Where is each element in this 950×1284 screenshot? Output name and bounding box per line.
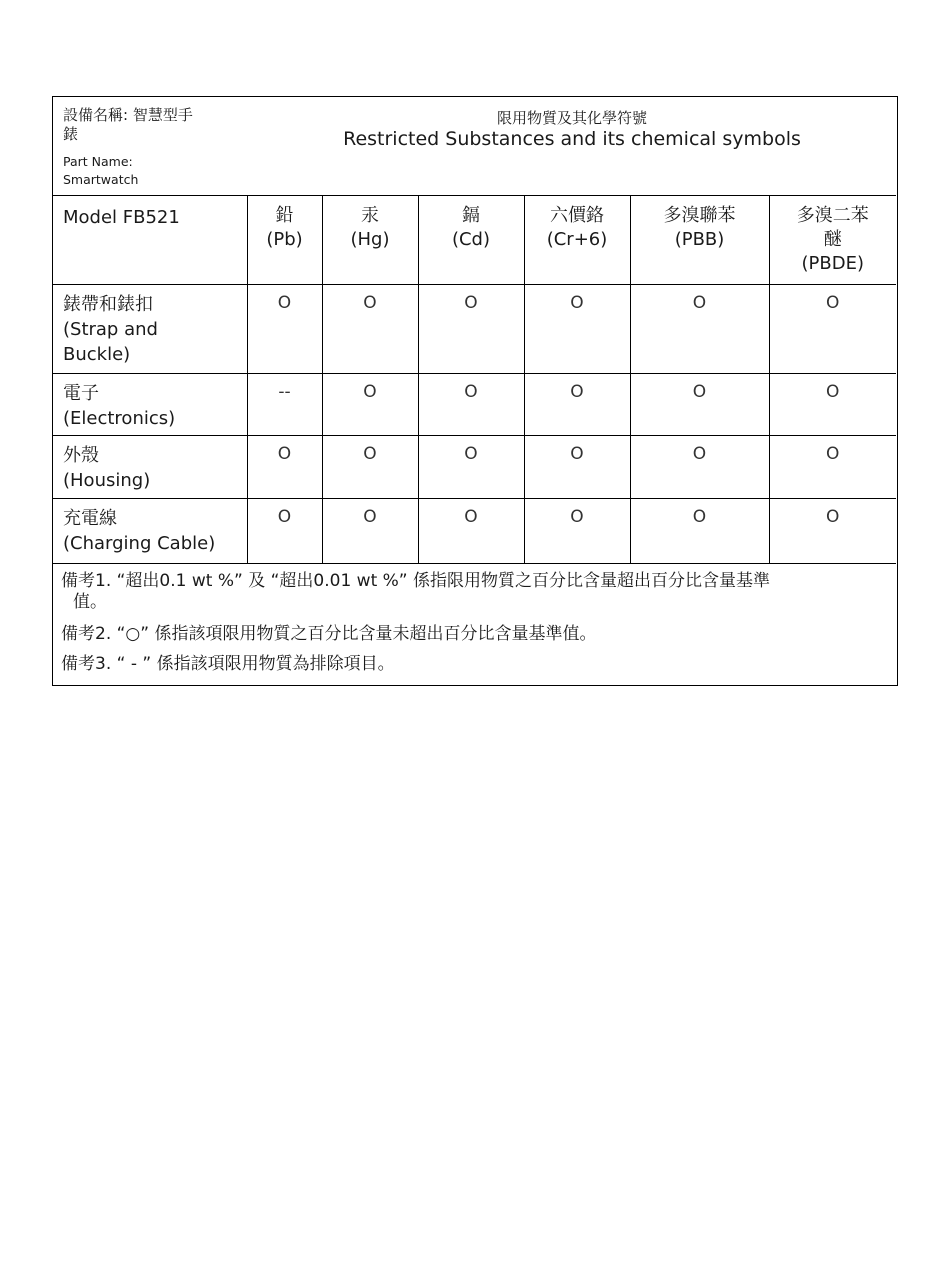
part-name-value: Smartwatch (63, 172, 139, 187)
substance-symbol: (Pb) (266, 229, 303, 250)
rohs-declaration-table (52, 96, 898, 686)
table-row (53, 374, 896, 436)
device-name-line2: 錶 (63, 125, 79, 143)
component-label (53, 285, 247, 374)
component-label (53, 436, 247, 499)
component-label (53, 499, 247, 564)
component-en: (Charging Cable) (63, 533, 216, 554)
value-cell: O (322, 436, 418, 499)
substance-header (769, 196, 896, 285)
value-cell: O (322, 374, 418, 436)
value-cell: O (630, 436, 769, 499)
substance-header (247, 196, 322, 285)
value-cell: O (322, 499, 418, 564)
substance-zh-cont: 醚 (823, 229, 842, 250)
value-cell: O (769, 436, 896, 499)
note-1-line1: 備考1. “超出0.1 wt %” 及 “超出0.01 wt %” 係指限用物質之百分比含量超出百分比含量基準 (61, 571, 771, 591)
part-name (63, 153, 238, 189)
value-cell: O (418, 436, 524, 499)
note-1-line2: 值。 (73, 592, 107, 612)
part-name-label: Part Name: (63, 154, 133, 169)
value-cell: O (524, 374, 630, 436)
substance-zh: 鉛 (275, 205, 294, 226)
substance-header (524, 196, 630, 285)
component-zh: 電子 (63, 383, 99, 404)
substance-header (630, 196, 769, 285)
table-row (53, 499, 896, 564)
value-cell: O (524, 285, 630, 374)
value-cell: O (630, 499, 769, 564)
title-en: Restricted Substances and its chemical symbols (343, 128, 801, 150)
header-title (247, 97, 897, 195)
header-device-info (53, 97, 247, 195)
value-cell: -- (247, 374, 322, 436)
device-name-line1: 設備名稱: 智慧型手 (63, 106, 193, 124)
substance-zh: 多溴二苯 (796, 205, 869, 226)
component-zh: 充電線 (63, 508, 117, 529)
substance-symbol: (PBB) (674, 229, 725, 250)
substance-header-row (53, 196, 896, 285)
substance-header (322, 196, 418, 285)
component-en: (Housing) (63, 470, 151, 491)
value-cell: O (524, 499, 630, 564)
component-zh: 外殼 (63, 445, 99, 466)
device-name (63, 106, 238, 144)
notes-section (53, 563, 897, 685)
value-cell: O (630, 285, 769, 374)
value-cell: O (630, 374, 769, 436)
note-1 (61, 571, 881, 613)
substance-zh: 六價鉻 (550, 205, 604, 226)
substance-header (418, 196, 524, 285)
value-cell: O (418, 374, 524, 436)
note-3: 備考3. “ - ” 係指該項限用物質為排除項目。 (61, 654, 395, 674)
substance-symbol: (Cr+6) (546, 229, 608, 250)
value-cell: O (418, 285, 524, 374)
substance-grid (53, 195, 896, 564)
substance-symbol: (Hg) (350, 229, 390, 250)
component-label (53, 374, 247, 436)
substance-zh: 汞 (361, 205, 379, 226)
value-cell: O (247, 436, 322, 499)
value-cell: O (247, 285, 322, 374)
table-row (53, 285, 896, 374)
component-en-cont: Buckle) (63, 344, 131, 365)
substance-symbol: (Cd) (451, 229, 491, 250)
note-2: 備考2. “○” 係指該項限用物質之百分比含量未超出百分比含量基準值。 (61, 624, 597, 644)
value-cell: O (769, 499, 896, 564)
table-row (53, 436, 896, 499)
substance-zh: 鎘 (462, 205, 480, 226)
value-cell: O (247, 499, 322, 564)
component-zh: 錶帶和錶扣 (63, 294, 153, 315)
value-cell: O (524, 436, 630, 499)
value-cell: O (769, 285, 896, 374)
component-en: (Electronics) (63, 408, 176, 429)
value-cell: O (769, 374, 896, 436)
title-zh: 限用物質及其化學符號 (496, 109, 647, 127)
value-cell: O (322, 285, 418, 374)
component-en: (Strap and (63, 319, 158, 340)
value-cell: O (418, 499, 524, 564)
substance-zh: 多溴聯苯 (663, 205, 736, 226)
substance-symbol: (PBDE) (801, 253, 864, 274)
model-label: Model FB521 (53, 196, 247, 285)
